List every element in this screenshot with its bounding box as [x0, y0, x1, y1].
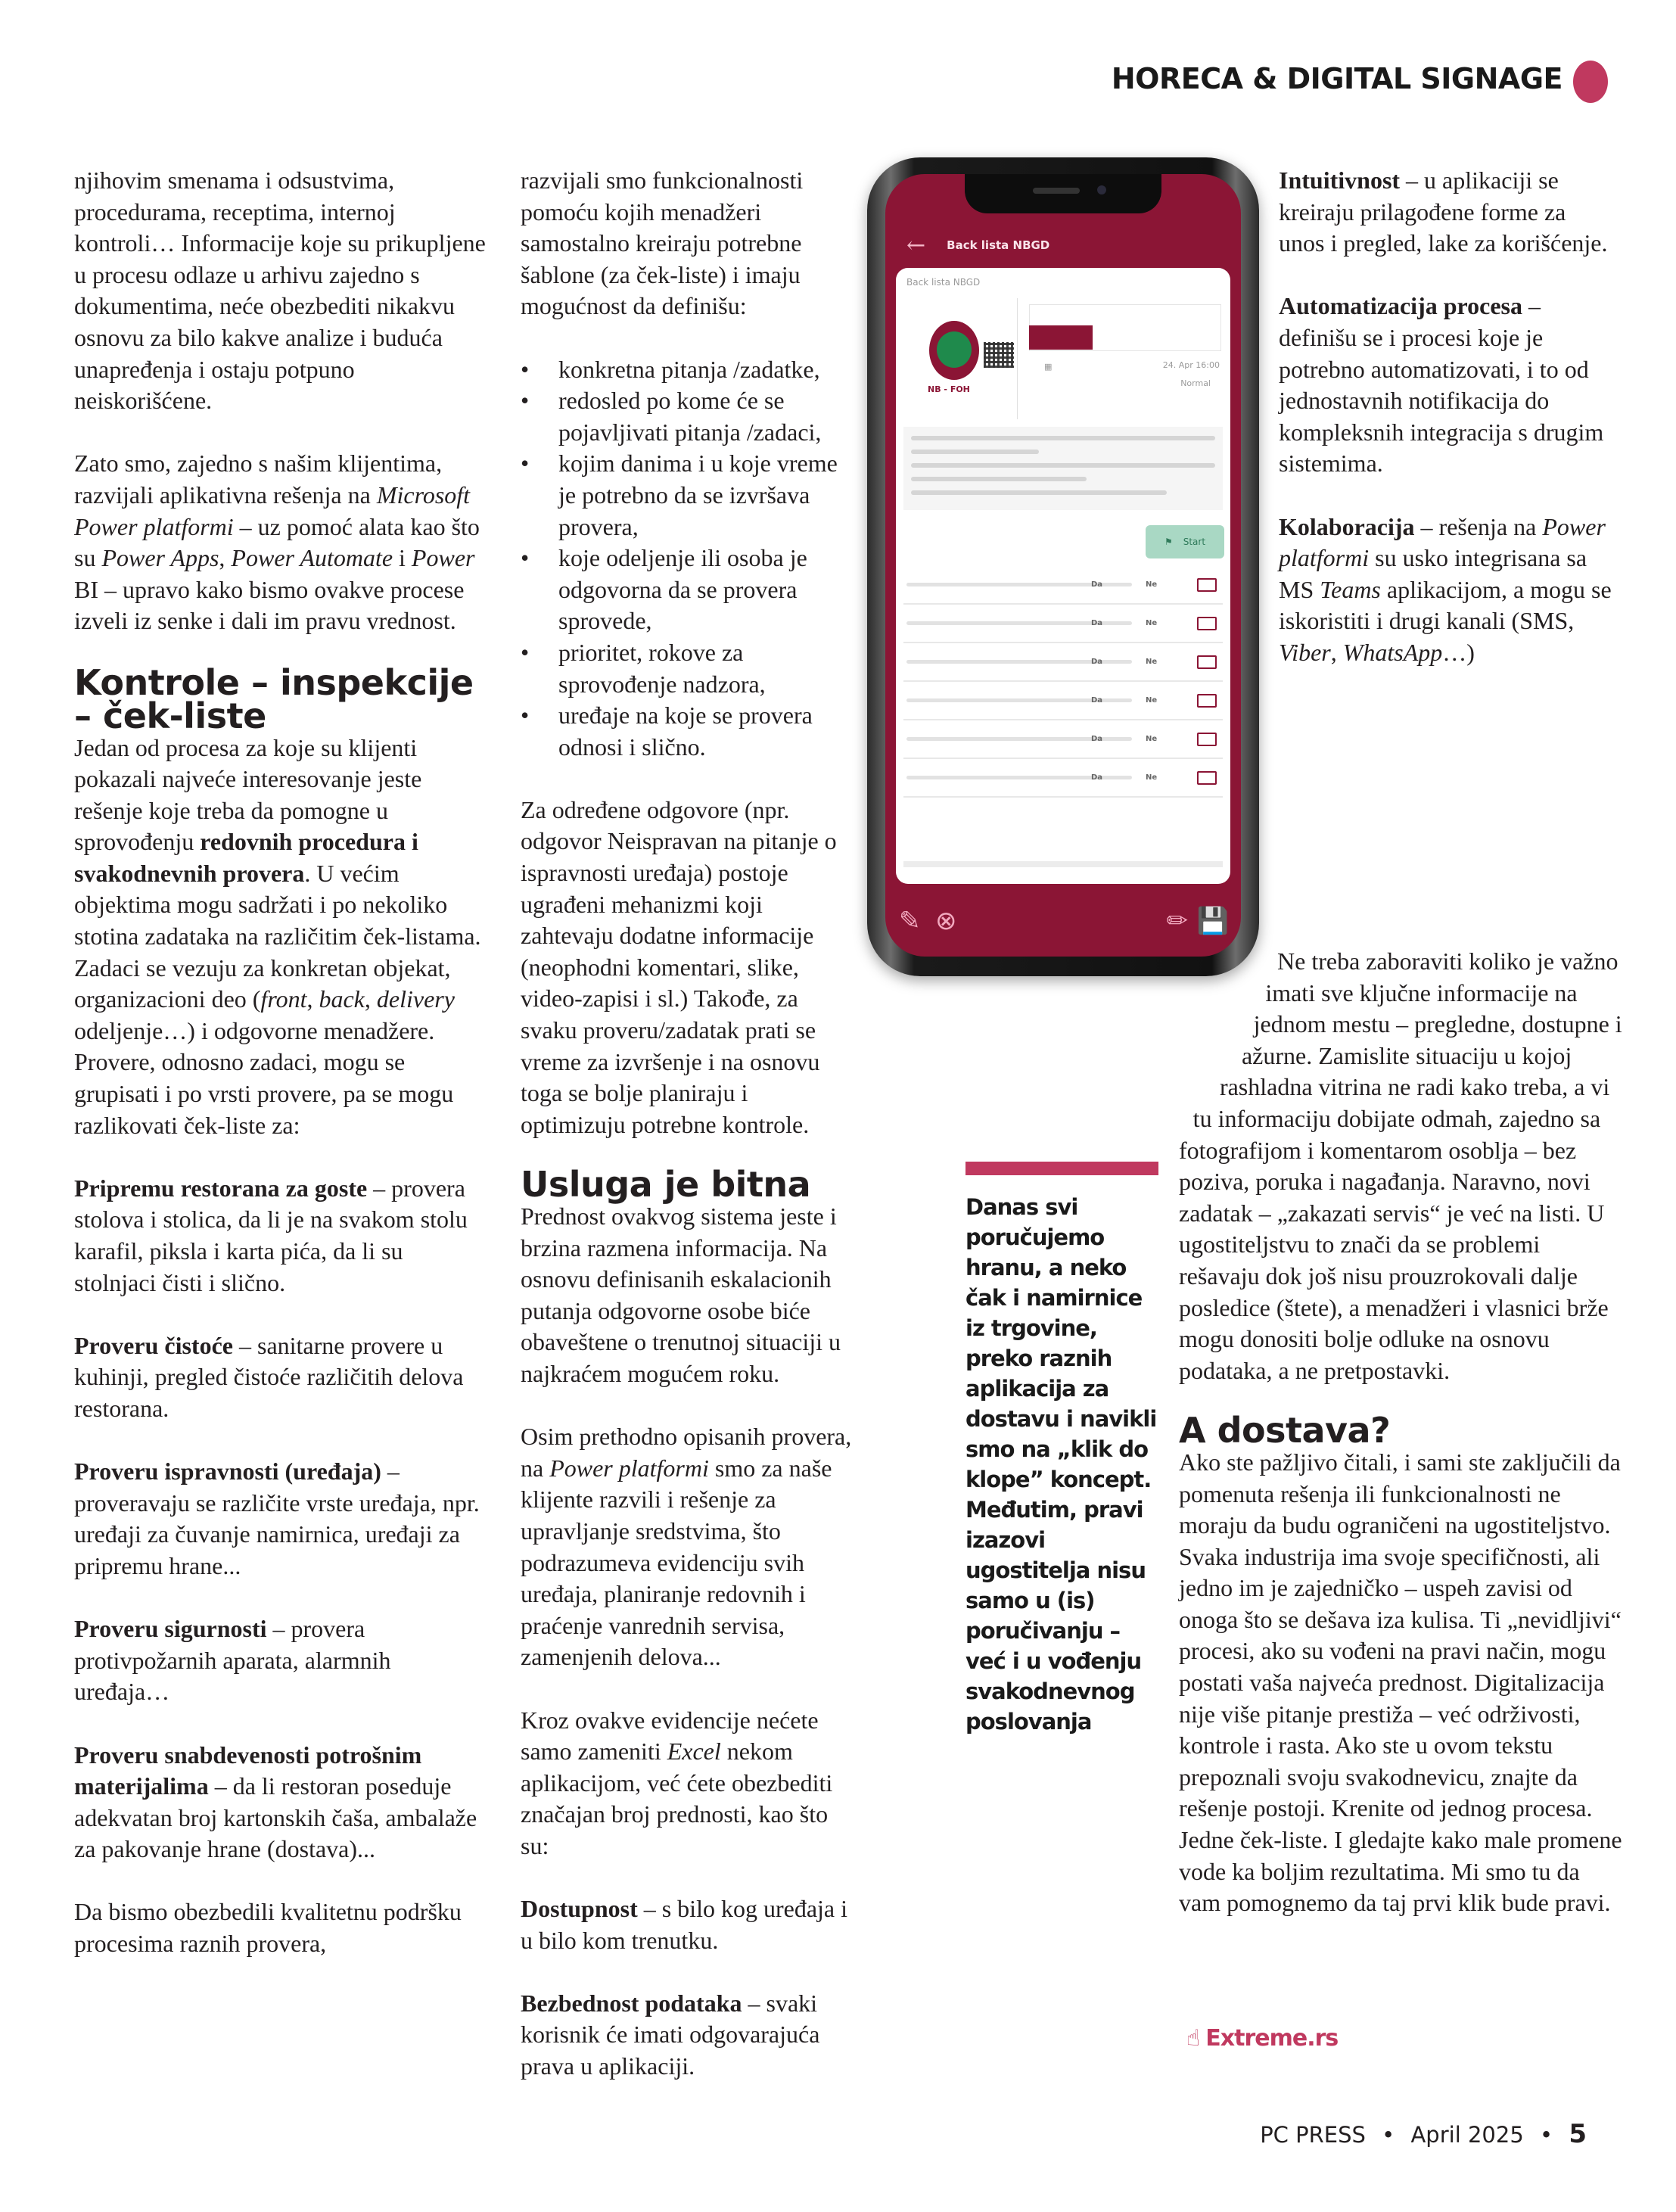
- benefit-item: Kolaboracija – rešenja na Power platformi su usko integrisana sa MS Teams aplikacijom, a mogu se iskoristiti i drugi kanali (SMS, Viber, WhatsApp…): [1279, 512, 1612, 666]
- due-date: 24. Apr 16:00: [1162, 360, 1220, 370]
- issue-date: April 2025: [1410, 2122, 1524, 2148]
- paragraph: razvijali smo funkcionalnosti pomoću kojih menadžeri samostalno kreiraju potrebne šablone (za ček-liste) i imaju mogućnost da definišu:: [521, 166, 804, 320]
- paragraph: Prednost ovakvog sistema jeste i brzina razmena informacija. Na osnovu definisanih eskalacionih putanja odgovorne osobe biće obaveštene o trenutnoj situaciji u najkraćem mogućem roku.: [521, 1202, 841, 1387]
- column-2: [521, 165, 854, 2083]
- paragraph: Ne treba zaboraviti koliko je važno imati sve ključne informacije na jednom mestu – pregledne, dostupne i ažurne. Zamislite situaciju u kojoj rashladna vitrina ne radi kako treba, a vi tu informaciju dobijate odmah, zajedno sa fotografijom i komentarom osoblja – bez poziva, poruka i nagađanja. Naravno, novi zadatak – „zakazati servis“ je već na listi. U ugostiteljstvu to znači da se problemi rešavaju dok još nisu prouzrokovali dalje posledice (štete), a menadžeri i vlasnici brže mogu donositi bolje odluke na osnovu podataka, a ne pretpostavki.: [1179, 947, 1622, 1384]
- yes-option[interactable]: Da: [1091, 619, 1103, 627]
- comment-icon[interactable]: [1197, 771, 1217, 785]
- page-footer: [1260, 2119, 1587, 2149]
- text-line: [911, 477, 1087, 481]
- phone-notch: [965, 174, 1161, 213]
- text-line: [911, 463, 1215, 468]
- paragraph: Za određene odgovore (npr. odgovor Neispravan na pitanje o ispravnosti uređaja) postoje ugrađeni mehanizmi koji zahtevaju dodatne informacije (neophodni komentari, slike, video-zapisi i sl.) Takođe, za svaku proveru/zadatak prati se vreme za izvršenje i na osnovu toga se bolje planiraju i optimizuju potrebne kontrole.: [521, 795, 837, 1138]
- separator: •: [1540, 2122, 1553, 2148]
- question-row: [903, 605, 1223, 643]
- pull-quote-bar: [965, 1162, 1158, 1175]
- phone-mockup: [867, 157, 1259, 976]
- section-heading: Kontrole – inspekcije – ček-liste: [74, 661, 474, 736]
- speaker: [1033, 188, 1080, 194]
- flag-icon: ⚑: [1164, 537, 1173, 547]
- yes-option[interactable]: Da: [1091, 580, 1103, 589]
- back-arrow-icon[interactable]: ←: [906, 232, 926, 259]
- no-option[interactable]: Ne: [1146, 735, 1158, 743]
- comment-icon[interactable]: [1197, 578, 1217, 592]
- save-icon[interactable]: 💾: [1196, 906, 1229, 936]
- comment-icon[interactable]: [1197, 733, 1217, 746]
- no-option[interactable]: Ne: [1146, 580, 1158, 589]
- divider: [1017, 298, 1018, 419]
- section-dot: [1573, 61, 1608, 103]
- start-label: Start: [1183, 537, 1206, 547]
- checklist-item: Proveru ispravnosti (uređaja) – proveravaju se različite vrste uređaja, npr. uređaji za čuvanje namirnica, uređaji za pripremu hrane...: [74, 1458, 480, 1579]
- text-line: [911, 450, 1039, 454]
- signature-text: Extreme.rs: [1205, 2025, 1339, 2052]
- camera: [1097, 185, 1106, 194]
- question-row: [903, 566, 1223, 605]
- question-row: [903, 759, 1223, 798]
- yes-option[interactable]: Da: [1091, 735, 1103, 743]
- bullet-item: • koje odeljenje ili osoba je odgovorna da se provera sprovede,: [521, 543, 854, 637]
- no-option[interactable]: Ne: [1146, 696, 1158, 705]
- question-row: [903, 720, 1223, 759]
- page-number: 5: [1569, 2119, 1587, 2149]
- bullet-item: • prioritet, rokove za sprovođenje nadzora,: [521, 637, 854, 700]
- yes-option[interactable]: Da: [1091, 658, 1103, 666]
- benefit-item: Automatizacija procesa – definišu se i procesi koje je potrebno automatizovati, i to od jednostavnih notifikacija do kompleksnih integracija s drugim sistemima.: [1279, 292, 1604, 478]
- paragraph: Jedan od procesa za koje su klijenti pokazali najveće interesovanje jeste rešenje koje treba da pomogne u sprovođenju redovnih procedura i svakodnevnih provera. U većim objektima mogu sadržati i po nekoliko stotina zadataka na različitim ček-listama. Zadaci se vezuju za konkretan objekat, organizacioni deo (front, back, delivery odeljenje…) i odgovorne menadžere. Provere, odnosno zadaci, mogu se grupisati i po vrsti provere, pa se mogu razlikovati ček-liste za:: [74, 733, 481, 1139]
- question-row: [903, 682, 1223, 720]
- bullet-item: • kojim danima i u koje vreme je potrebno da se izvršava provera,: [521, 448, 854, 543]
- progress-bar: [903, 861, 1223, 867]
- badge-label: NB - FOH: [928, 384, 970, 394]
- checklist-card: [896, 268, 1230, 884]
- yes-option[interactable]: Da: [1091, 696, 1103, 705]
- benefit-item: Dostupnost – s bilo kog uređaja i u bilo kom trenutku.: [521, 1895, 847, 1954]
- paragraph: Da bismo obezbedili kvalitetnu podršku procesima raznih provera,: [74, 1898, 462, 1958]
- description-box: [903, 427, 1223, 510]
- separator: •: [1382, 2122, 1395, 2148]
- paragraph: Osim prethodno opisanih provera, na Power platformi smo za naše klijente razvili i rešenje za upravljanje sredstvima, što podrazumeva evidenciju svih uređaja, planiranje redovnih i praćenje vanrednih servisa, zamenjenih delova...: [521, 1423, 852, 1671]
- text-line: [911, 490, 1167, 495]
- magazine-name: PC PRESS: [1260, 2122, 1366, 2148]
- paragraph: Ako ste pažljivo čitali, i sami ste zaključili da pomenuta rešenja ili funkcionalnosti ne moraju da budu ograničeni na ugostiteljstvo. Svaka industrija ima svoje specifičnosti, ali jedno im je zajedničko – uspeh zavisi od onoga što se dešava iza kulisa. Ti „nevidljivi“ procesi, ako su vođeni na pravi način, mogu postati vaša najveća prednost. Digitalizacija nije više pitanje prestiža – već održivosti, kontrole i rasta. Ako ste u ovom tekstu prepoznali svoju svakodnevicu, znajte da rešenje postoji. Krenite od jednog procesa. Jedne ček-liste. I gledajte kako male promene vode ka boljim rezultatima. Mi smo tu da vam pomognemo da taj prvi klik bude pravi.: [1179, 1448, 1622, 1917]
- checklist-item: Proveru čistoće – sanitarne provere u kuhinji, pregled čistoće različitih delova restorana.: [74, 1331, 464, 1422]
- no-option[interactable]: Ne: [1146, 773, 1158, 782]
- checklist-item: Proveru sigurnosti – provera protivpožarnih aparata, alarmnih uređaja…: [74, 1615, 391, 1706]
- question-list: [903, 566, 1223, 798]
- cancel-icon[interactable]: ⊗: [935, 906, 957, 936]
- column-3-lower: [1179, 946, 1625, 1919]
- section-heading: A dostava?: [1179, 1409, 1391, 1451]
- comment-icon[interactable]: [1197, 655, 1217, 669]
- checklist-item: Proveru snabdevenosti potrošnim materijalima – da li restoran poseduje adekvatan broj kartonskih čaša, ambalaže za pakovanje hrane (dostava)...: [74, 1741, 477, 1863]
- paragraph: njihovim smenama i odsustvima, procedurama, receptima, internoj kontroli… Informacije koje su prikupljene u procesu odlaze u arhivu zajedno s dokumentima, neće obezbediti nikakvu osnovu za bilo kakve analize i buduća unapređenja i ostaju potpuno neiskorišćene.: [74, 166, 486, 415]
- checklist-item: Pripremu restorana za goste – provera stolova i stolica, da li je na svakom stolu karafil, piksla i karta pića, da li su stolnjaci čisti i slično.: [74, 1174, 468, 1296]
- app-bar: [906, 227, 1226, 263]
- badge-core: [937, 331, 972, 368]
- phone-screen: [885, 174, 1241, 957]
- paragraph: Zato smo, zajedno s našim klijentima, razvijali aplikativna rešenja na Microsoft Power platformi – uz pomoć alata kao što su Power Apps, Power Automate i Power BI – upravo kako bismo ovakve procese izveli iz senke i dali im pravu vrednost.: [74, 450, 480, 635]
- bullet-item: • redosled po kome će se pojavljivati pitanja /zadaci,: [521, 385, 854, 448]
- author-signature: [1186, 2025, 1338, 2052]
- yes-option[interactable]: Da: [1091, 773, 1103, 782]
- column-3: [1279, 165, 1612, 700]
- status-badge: [917, 306, 1015, 404]
- edit-note-icon[interactable]: ✎: [899, 906, 921, 936]
- pointing-hand-icon: ☝: [1186, 2025, 1200, 2052]
- bullet-list: [521, 354, 854, 764]
- qr-code-icon: [984, 342, 1014, 368]
- text-line: [911, 436, 1215, 440]
- paragraph: Kroz ovakve evidencije nećete samo zameniti Excel nekom aplikacijom, već ćete obezbediti značajan broj prednosti, kao što su:: [521, 1706, 833, 1859]
- app-title: Back lista NBGD: [947, 238, 1050, 252]
- active-tab[interactable]: [1029, 325, 1093, 350]
- pull-quote: Danas svi poručujemo hranu, a neko čak i namirnice iz trgovine, preko raznih aplikacija za dostavu i navikli smo na „klik do klope” koncept. Međutim, pravi izazovi ugostitelja nisu samo u (is) poručivanju – već i u vođenju svakodnevnog poslovanja: [965, 1194, 1157, 1734]
- benefit-item: Intuitivnost – u aplikaciji se kreiraju prilagođene forme za unos i pregled, lake za korišćenje.: [1279, 166, 1608, 257]
- bullet-item: • uređaje na koje se provera odnosi i slično.: [521, 700, 854, 763]
- question-row: [903, 643, 1223, 682]
- priority-value: Normal: [1180, 378, 1211, 388]
- start-button[interactable]: [1146, 525, 1224, 558]
- bullet-item: • konkretna pitanja /zadatke,: [521, 354, 854, 386]
- no-option[interactable]: Ne: [1146, 658, 1158, 666]
- comment-icon[interactable]: [1197, 694, 1217, 708]
- pencil-icon[interactable]: ✏: [1166, 906, 1188, 936]
- section-heading: Usluga je bitna: [521, 1164, 811, 1205]
- benefit-item: Bezbednost podataka – svaki korisnik će imati odgovarajuća prava u aplikaciji.: [521, 1989, 820, 2080]
- card-title: Back lista NBGD: [906, 277, 981, 288]
- column-1: [74, 165, 489, 1960]
- no-option[interactable]: Ne: [1146, 619, 1158, 627]
- calendar-icon: ▦: [1044, 362, 1053, 372]
- section-tag: HORECA & DIGITAL SIGNAGE: [1111, 62, 1563, 95]
- comment-icon[interactable]: [1197, 617, 1217, 630]
